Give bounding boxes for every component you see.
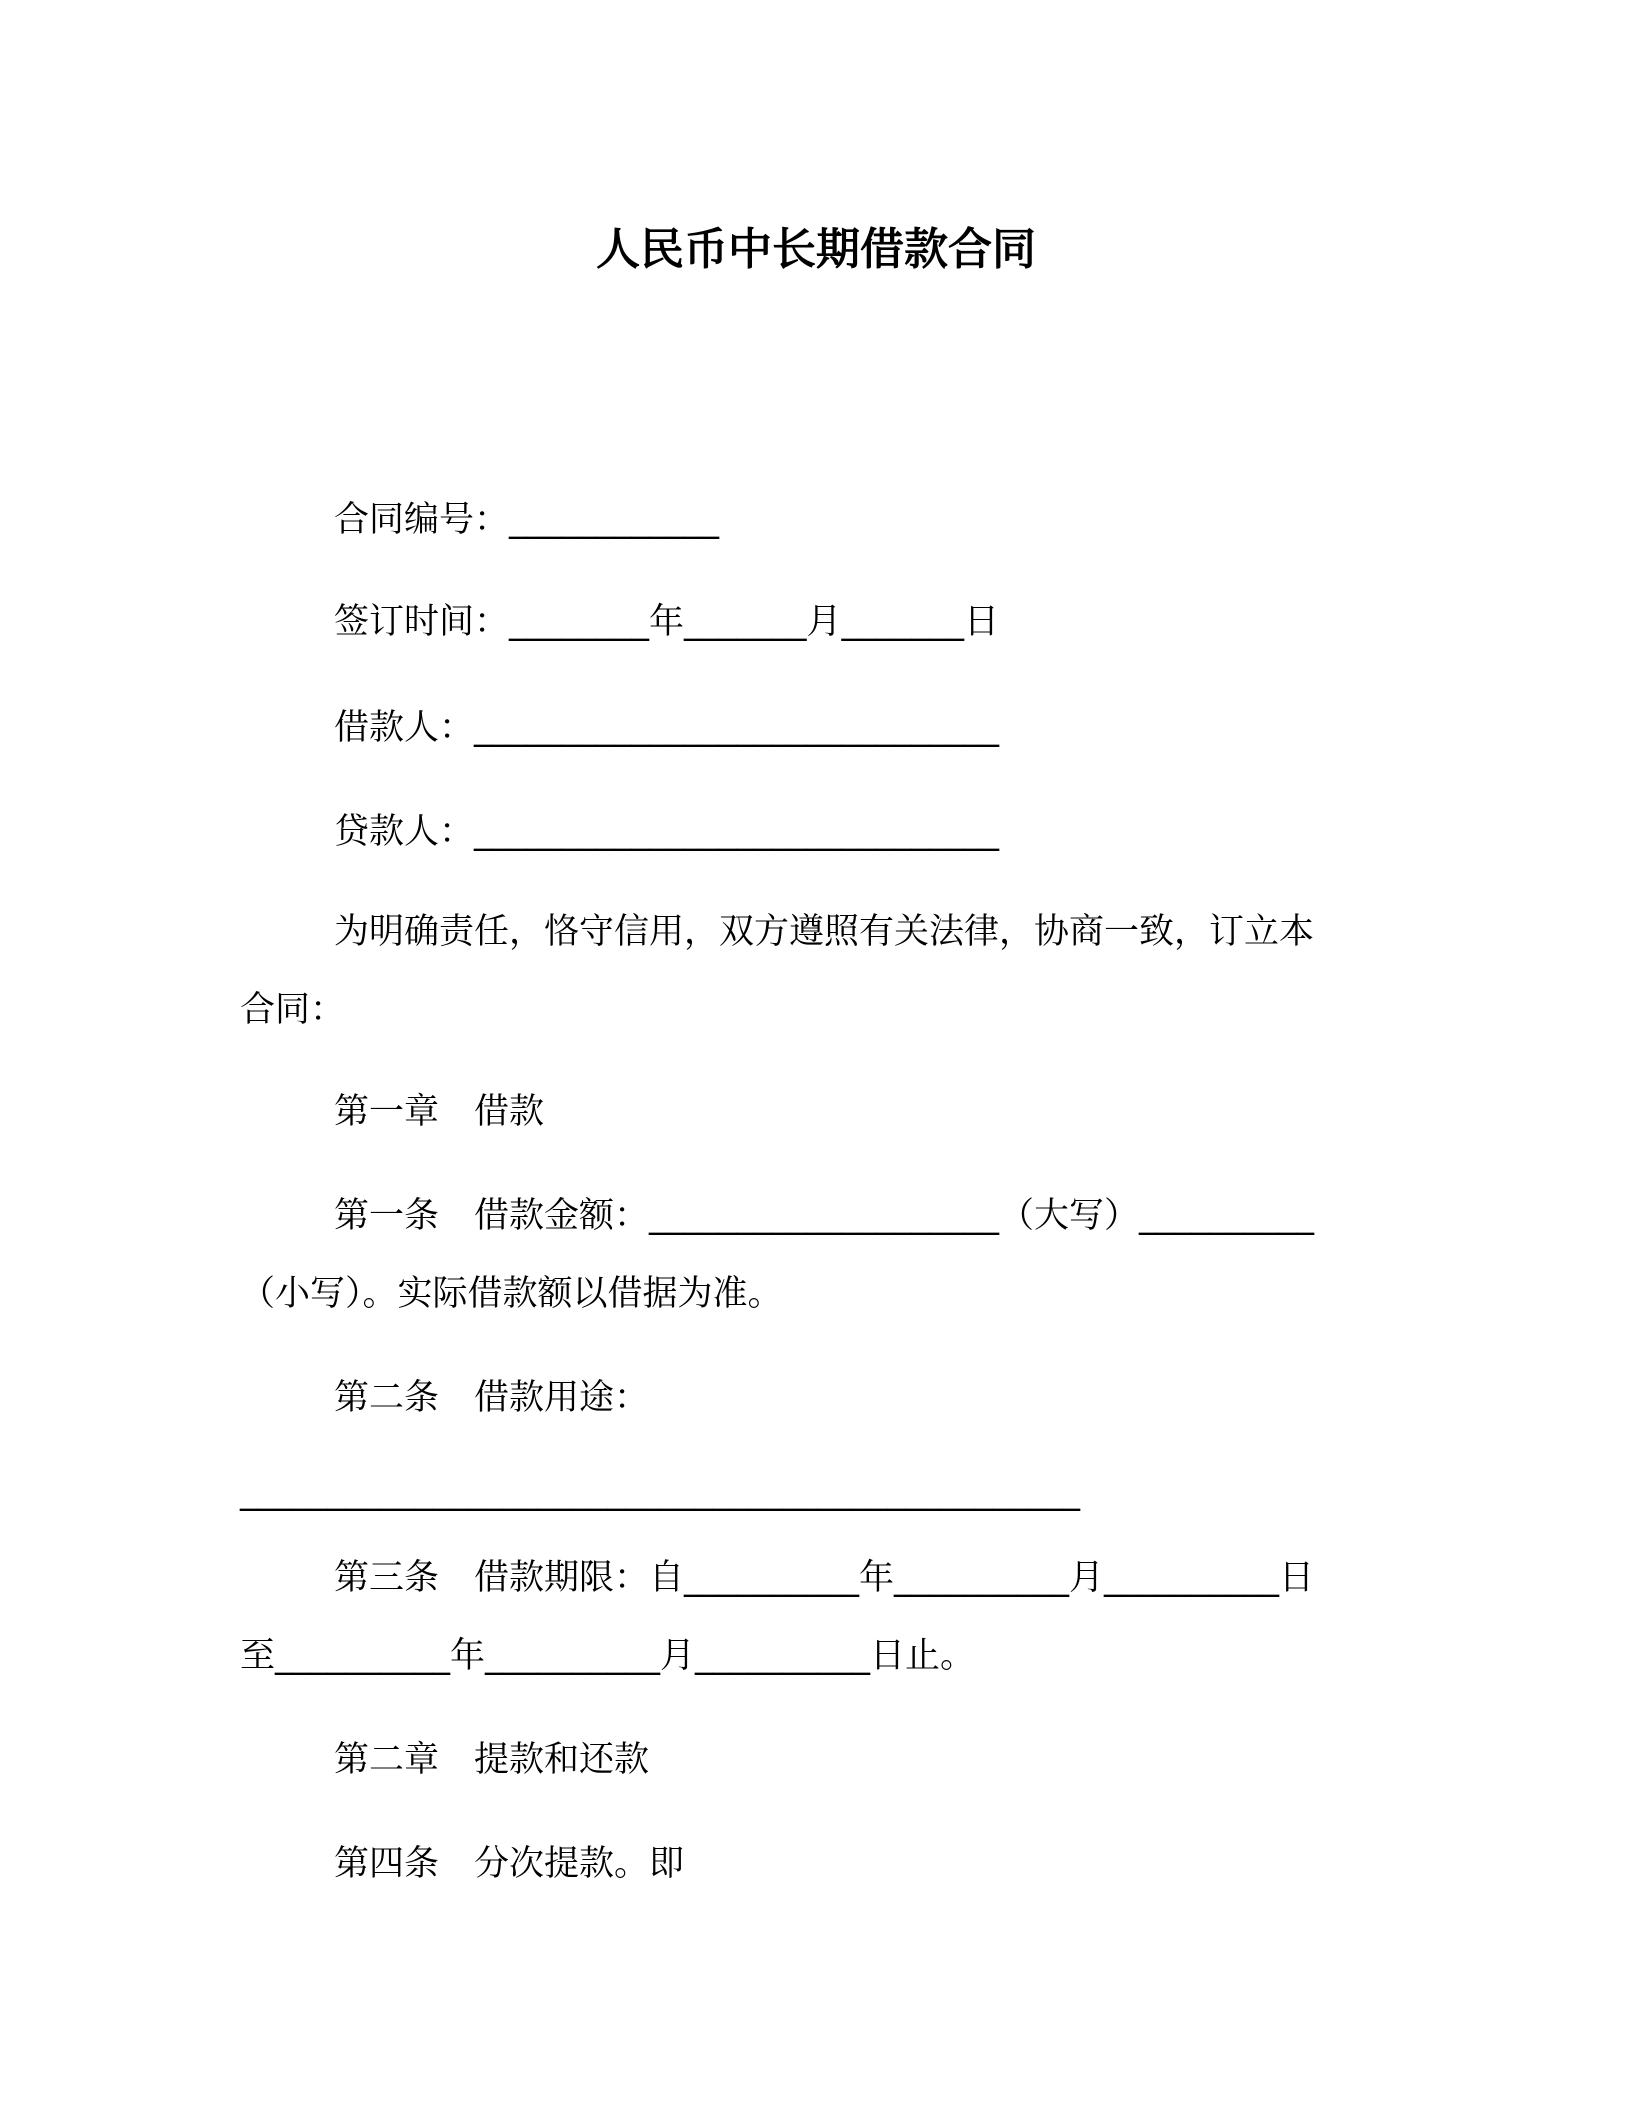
article-1-line-1: 第一条 借款金额：____________________（大写）__________ xyxy=(334,1196,1315,1236)
article-2-blank-line: ________________________________________________ xyxy=(240,1472,1080,1512)
chapter-2-heading: 第二章 提款和还款 xyxy=(334,1740,650,1780)
lender-line: 贷款人：______________________________ xyxy=(334,812,1000,852)
document-title: 人民币中长期借款合同 xyxy=(596,224,1036,275)
article-4-line: 第四条 分次提款。即 xyxy=(334,1844,685,1884)
borrower-line: 借款人：______________________________ xyxy=(334,708,1000,748)
article-1-line-2: （小写）。实际借款额以借据为准。 xyxy=(240,1274,783,1314)
signing-date-line: 签订时间：________年_______月_______日 xyxy=(334,602,1000,642)
article-2-line: 第二条 借款用途： xyxy=(334,1378,650,1418)
preamble-line-2: 合同： xyxy=(240,990,346,1030)
article-3-line-1: 第三条 借款期限：自__________年__________月__________日 xyxy=(334,1558,1315,1598)
chapter-1-heading: 第一章 借款 xyxy=(334,1092,545,1132)
article-3-line-2: 至__________年__________月__________日止。 xyxy=(240,1636,976,1676)
contract-number-line: 合同编号：____________ xyxy=(334,500,720,540)
preamble-line-1: 为明确责任，恪守信用，双方遵照有关法律，协商一致，订立本 xyxy=(334,912,1315,952)
